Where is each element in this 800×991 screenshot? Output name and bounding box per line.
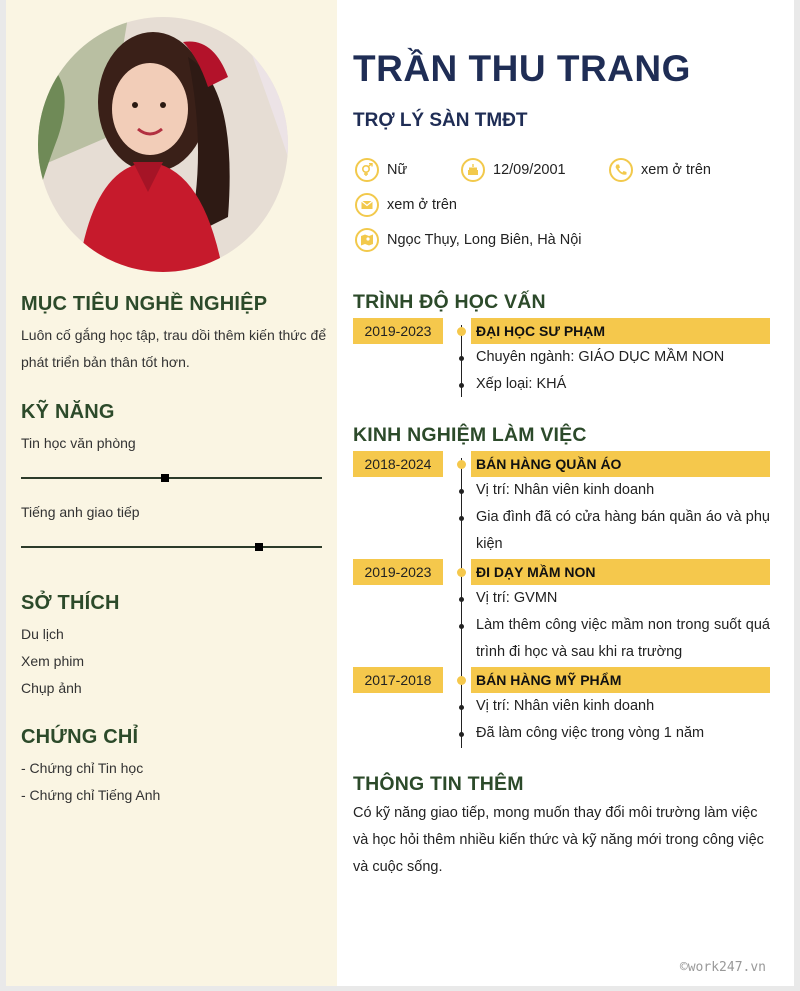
profile-photo bbox=[38, 17, 288, 272]
certificates-heading: CHỨNG CHỈ bbox=[21, 726, 139, 748]
phone-info bbox=[609, 158, 711, 182]
objective-text: Luôn cố gắng học tập, trau dồi thêm kiến thức để phát triển bản thân tốt hơn. bbox=[21, 327, 327, 370]
skills-heading: KỸ NĂNG bbox=[21, 401, 115, 423]
skill-bar bbox=[21, 546, 322, 548]
full-name: TRẦN THU TRANG bbox=[353, 48, 691, 89]
sidebar bbox=[6, 0, 337, 986]
bullet-dot bbox=[459, 597, 464, 602]
experience-years: 2018-2024 bbox=[353, 451, 443, 477]
gender-info bbox=[355, 158, 407, 182]
education-major: Chuyên ngành: GIÁO DỤC MẦM NON bbox=[476, 349, 725, 365]
skill-level-marker bbox=[161, 474, 169, 482]
hobby-item: Chụp ảnh bbox=[21, 680, 82, 696]
timeline-dot bbox=[457, 676, 466, 685]
bullet-dot bbox=[459, 383, 464, 388]
email-info bbox=[355, 193, 457, 217]
experience-description: Làm thêm công việc mầm non trong suốt quá trình đi học và sau khi ra trường bbox=[476, 617, 770, 660]
bullet-dot bbox=[459, 516, 464, 521]
address-value: Ngọc Thụy, Long Biên, Hà Nội bbox=[387, 232, 582, 248]
birthday-cake-icon bbox=[461, 158, 485, 182]
timeline-dot bbox=[457, 460, 466, 469]
timeline-dot bbox=[457, 568, 466, 577]
experience-description: Gia đình đã có cửa hàng bán quần áo và phụ kiện bbox=[476, 509, 770, 552]
address-info bbox=[355, 228, 582, 252]
experience-position: Vị trí: Nhân viên kinh doanh bbox=[476, 482, 655, 498]
hobby-item: Du lịch bbox=[21, 626, 64, 642]
education-grade: Xếp loại: KHÁ bbox=[476, 376, 567, 392]
skill-level-marker bbox=[255, 543, 263, 551]
phone-value: xem ở trên bbox=[641, 162, 711, 178]
skill-name: Tin học văn phòng bbox=[21, 435, 136, 451]
email-icon bbox=[355, 193, 379, 217]
education-heading: TRÌNH ĐỘ HỌC VẤN bbox=[353, 291, 546, 313]
hobbies-heading: SỞ THÍCH bbox=[21, 592, 120, 614]
skill-bar bbox=[21, 477, 322, 479]
experience-title: ĐI DẠY MẦM NON bbox=[471, 559, 770, 585]
bullet-dot bbox=[459, 356, 464, 361]
cv-page bbox=[6, 0, 794, 986]
extra-info-text: Có kỹ năng giao tiếp, mong muốn thay đổi môi trường làm việc và học hỏi thêm nhiều kiến thức và kỹ năng mới trong công việc và cuộc sống. bbox=[353, 805, 764, 875]
bullet-dot bbox=[459, 705, 464, 710]
certificate-item: - Chứng chỉ Tin học bbox=[21, 760, 144, 776]
bullet-dot bbox=[459, 489, 464, 494]
birthday-value: 12/09/2001 bbox=[493, 162, 566, 178]
watermark: ©work247.vn bbox=[679, 960, 766, 975]
phone-icon bbox=[609, 158, 633, 182]
objective-heading: MỤC TIÊU NGHỀ NGHIỆP bbox=[21, 293, 268, 315]
experience-years: 2019-2023 bbox=[353, 559, 443, 585]
experience-heading: KINH NGHIỆM LÀM VIỆC bbox=[353, 424, 587, 446]
gender-icon bbox=[355, 158, 379, 182]
experience-title: BÁN HÀNG MỸ PHẨM bbox=[471, 667, 770, 693]
skill-name: Tiếng anh giao tiếp bbox=[21, 504, 140, 520]
extra-info-heading: THÔNG TIN THÊM bbox=[353, 773, 524, 795]
experience-position: Vị trí: Nhân viên kinh doanh bbox=[476, 698, 655, 714]
job-title: TRỢ LÝ SÀN TMĐT bbox=[353, 110, 528, 131]
email-value: xem ở trên bbox=[387, 197, 457, 213]
bullet-dot bbox=[459, 732, 464, 737]
certificate-item: - Chứng chỉ Tiếng Anh bbox=[21, 787, 161, 803]
bullet-dot bbox=[459, 624, 464, 629]
experience-title: BÁN HÀNG QUẦN ÁO bbox=[471, 451, 770, 477]
gender-value: Nữ bbox=[387, 162, 408, 178]
hobby-item: Xem phim bbox=[21, 653, 85, 669]
experience-position: Vị trí: GVMN bbox=[476, 590, 558, 606]
experience-description: Đã làm công việc trong vòng 1 năm bbox=[476, 725, 705, 741]
map-pin-icon bbox=[355, 228, 379, 252]
timeline-dot bbox=[457, 327, 466, 336]
education-school: ĐẠI HỌC SƯ PHẠM bbox=[471, 318, 770, 344]
education-years: 2019-2023 bbox=[353, 318, 443, 344]
experience-years: 2017-2018 bbox=[353, 667, 443, 693]
birthday-info bbox=[461, 158, 566, 182]
profile-photo-image bbox=[38, 17, 288, 272]
